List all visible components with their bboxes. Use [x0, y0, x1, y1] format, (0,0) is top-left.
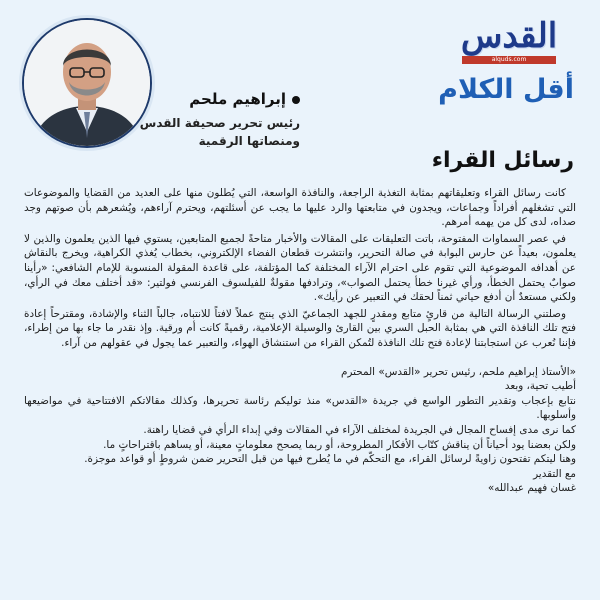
logo-subtitle: alquds.com — [462, 56, 556, 64]
letter-line-5: ولكن بعضنا يود أحياناً أن يناقش كتّاب الأفكار المطروحة، أو ربما يصحح معلوماتٍ معينة، أو يساهم باقتراحاتٍ ما. — [103, 438, 576, 451]
letter-line-7: مع التقدير — [533, 467, 576, 480]
letter-line-6: وهنا ليتكم تفتحون زاويةً لرسائل القراء، مع التحكّم في ما يُطرح فيها من قبل التحرير ضمن شروطٍ أو قواعد موجزة. — [84, 453, 576, 466]
author-photo — [22, 18, 152, 148]
article-title: رسائل القراء — [431, 148, 574, 173]
author-name-text: إبراهيم ملحم — [189, 90, 286, 108]
letter-line-1: «الأستاذ إبراهيم ملحم، رئيس تحرير «القدس» المحترم — [340, 365, 576, 378]
author-role — [140, 114, 300, 150]
article-paragraph-1: كانت رسائل القراء وتعليقاتهم بمثابة التغذية الراجعة، والنافذة الواسعة، التي يُطلون منها على العديد من القضايا والموضوعات التي تشغلهم أفراداً وجماعات، ويجدون في متابعتها والرد عليها ما يجب عن أسئلتهم، ويحترم آراءهم، ويُشعرهم بأن صوتهم وجد صداه، لدى كل من يهمه أمرهم. — [24, 187, 576, 229]
author-role-line-1: رئيس تحرير صحيفة القدس — [139, 116, 300, 130]
letter-line-8: غسان فهيم عبدالله» — [487, 482, 576, 495]
letter-line-4: كما نرى مدى إفساح المجال في الجريدة لمختلف الآراء في المقالات وفي إبداء الرأي في قضايا راهنة. — [143, 423, 576, 436]
header — [0, 0, 600, 173]
reader-letter — [24, 365, 576, 496]
newspaper-logo — [444, 14, 574, 66]
bullet-icon — [292, 96, 300, 104]
article-body — [24, 186, 576, 496]
article-paragraph-3: وصلتني الرسالة التالية من قارئٍ متابع ومقدرٍ للجهد الجماعيّ الذي ينتج عملاً لافتاً للانتباه، جالباً الثناء والإشادة، ومقترحاً إعادة فتح تلك النافذة التي هي بمثابة الحبل السري بين القارئ والوسيلة الإعلامية، رقميةً كانت أم ورقية. وإذ نقدر ما جاء بها من إطراء، فإننا نُعرب عن استجابتنا لإعادة فتح تلك النافذة لتُمكن القراء من استنشاق الهواء، والتعبير عما يجول في عقولهم من آراء. — [24, 307, 576, 349]
logo-text: القدس — [460, 16, 558, 56]
letter-line-2: أطيب تحية، وبعد — [504, 380, 576, 393]
author-portrait-icon — [24, 20, 150, 146]
author-role-line-2: ومنصاتها الرقمية — [198, 134, 300, 148]
section-title: أقل الكلام — [438, 74, 574, 105]
article-paragraph-2: في عصر السماوات المفتوحة، باتت التعليقات على المقالات والأخبار متاحةً لجميع المتابعين، يستوي فيها الذين يعلمون والذين لا يعلمون، بعيداً عن حارس البوابة في صالة التحرير، وانتشرت قطعان الفضاء الإلكتروني، بخطاب يُغذي الكراهية، ويخرج بالنقاش عن أهدافه الموضوعية التي تقوم على احترام الآراء المختلفة كما المؤتلفة، على قاعدة المقولة المنسوبة للإمام الشافعي: «رأينا صوابٌ يحتمل الخطأ، ورأي غيرنا خطأ يحتمل الصواب»، وترادفها مقولةٌ للفيلسوف الفرنسي فولتير: «قد أختلف معك في الرأي، ولكني مستعدٌ أن أدفع حياتي ثمناً لحقك في التعبير عن رأيك». — [24, 232, 576, 304]
letter-line-3: نتابع بإعجاب وتقدير التطور الواسع في جريدة «القدس» منذ توليكم رئاسة تحريرها، وكذلك مقالاتكم الافتتاحية في مواضيعها وأسلوبها. — [24, 394, 576, 422]
author-name — [189, 90, 300, 108]
